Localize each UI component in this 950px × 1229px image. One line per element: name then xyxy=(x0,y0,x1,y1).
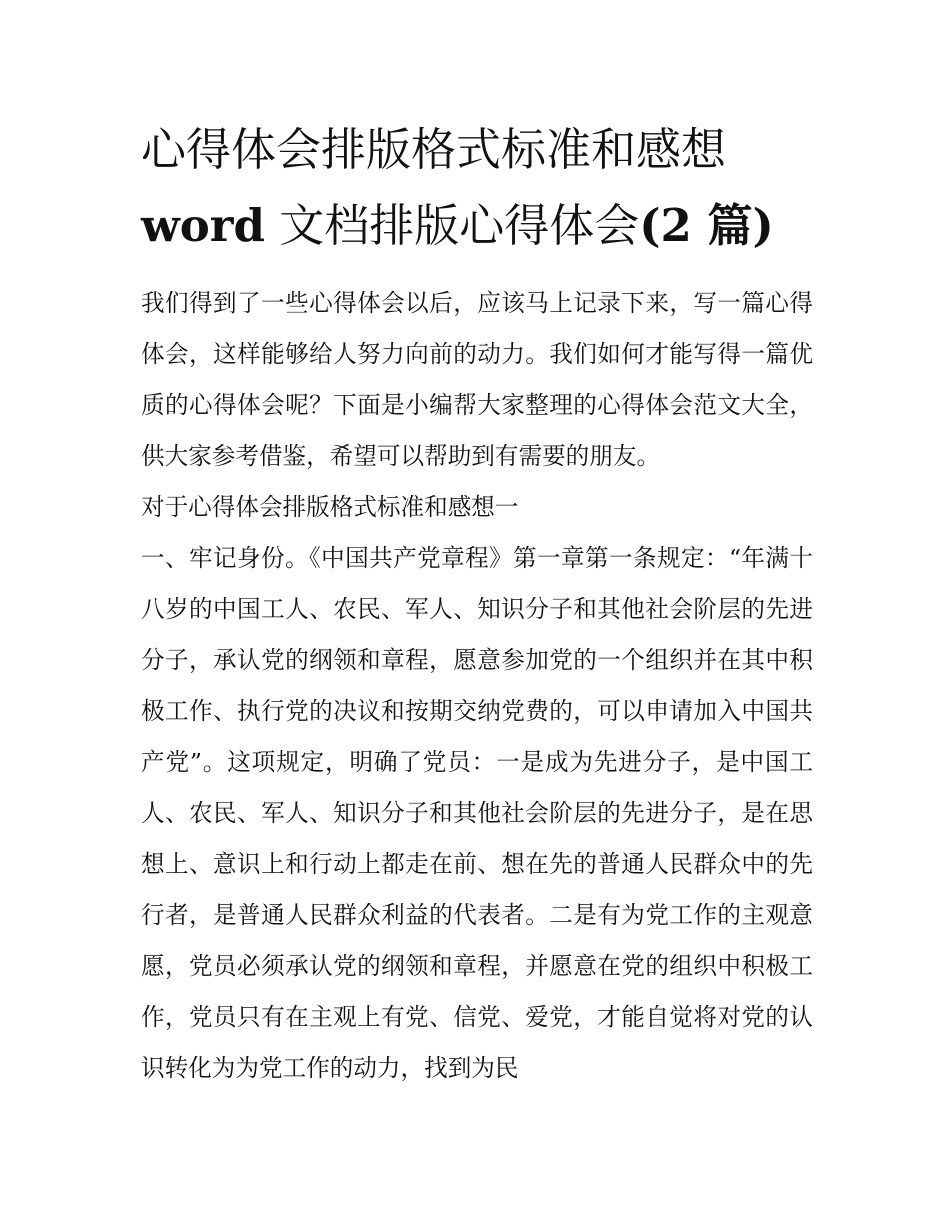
body-paragraph: 一、牢记身份。《中国共产党章程》第一章第一条规定：“年满十八岁的中国工人、农民、军人、知识分子和其他社会阶层的先进分子，承认党的纲领和章程，愿意参加党的一个组织并在其中积极工作、执行党的决议和按期交纳党费的，可以申请加入中国共产党”。这项规定，明确了党员：一是成为先进分子，是中国工人、农民、军人、知识分子和其他社会阶层的先进分子，是在思想上、意识上和行动上都走在前、想在先的普通人民群众中的先行者，是普通人民群众利益的代表者。二是有为党工作的主观意愿，党员必须承认党的纲领和章程，并愿意在党的组织中积极工作，党员只有在主观上有党、信党、爱党，才能自觉将对党的认识转化为为党工作的动力，找到为民 xyxy=(141,544,813,1082)
title-line-2: 文档排版心得体会 xyxy=(264,199,640,252)
title-line-1: 心得体会排版格式标准和感想 xyxy=(141,123,727,176)
title-count: (2 篇) xyxy=(639,199,774,252)
document-title xyxy=(141,112,813,264)
intro-paragraph: 我们得到了一些心得体会以后，应该马上记录下来，写一篇心得体会，这样能够给人努力向前的动力。我们如何才能写得一篇优质的心得体会呢？下面是小编帮大家整理的心得体会范文大全，供大家参考借鉴，希望可以帮助到有需要的朋友。 xyxy=(141,289,813,470)
title-word-label: word xyxy=(141,199,265,252)
document-body xyxy=(141,278,813,1094)
section-heading: 对于心得体会排版格式标准和感想一 xyxy=(141,493,519,521)
document-page xyxy=(141,112,813,1094)
